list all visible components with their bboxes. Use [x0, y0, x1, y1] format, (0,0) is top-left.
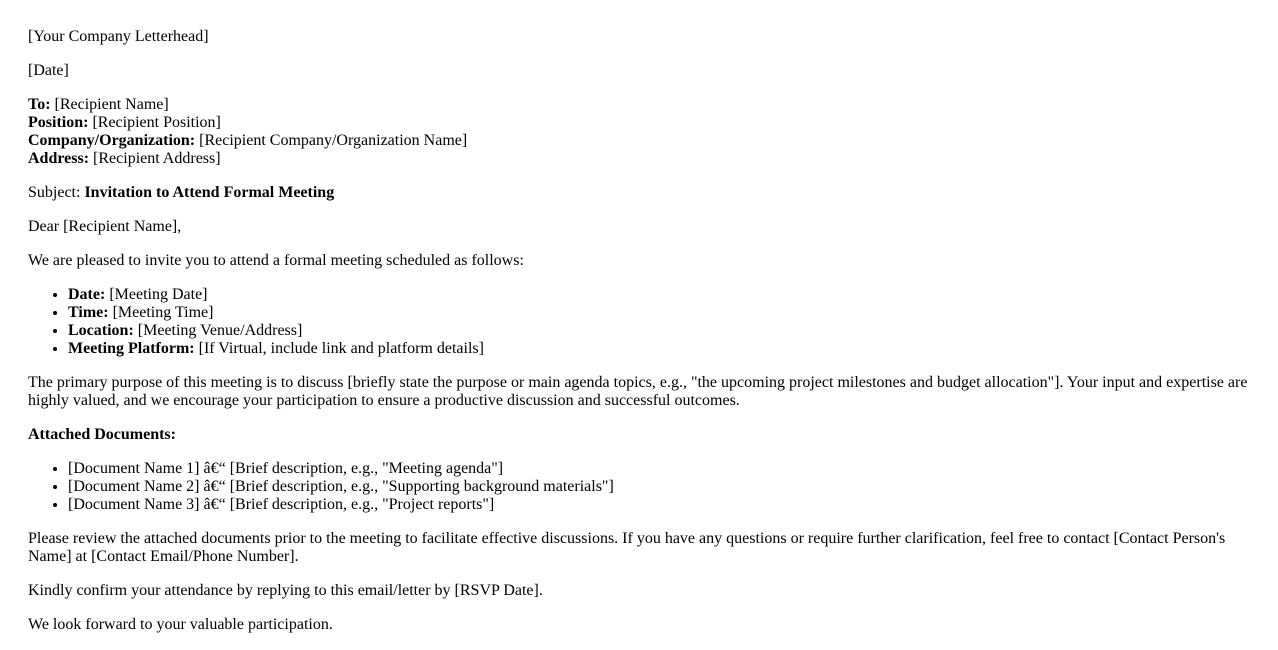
- subject-line: [28, 184, 1250, 202]
- detail-label: Date:: [68, 286, 106, 303]
- attachment-item: • [Document Name 1] â€“ [Brief description, e.g., "Meeting agenda"]: [68, 460, 1250, 478]
- meeting-detail-time: [68, 304, 1250, 322]
- letterhead: [Your Company Letterhead]: [28, 28, 209, 45]
- attachments-heading-line: [28, 426, 1250, 444]
- salutation: Dear [Recipient Name],: [28, 218, 182, 235]
- rsvp-paragraph: Kindly confirm your attendance by replying to this email/letter by [RSVP Date].: [28, 582, 543, 599]
- to-label: To:: [28, 96, 51, 113]
- attachment-item: • [Document Name 2] â€“ [Brief description, e.g., "Supporting background materials"]: [68, 478, 1250, 496]
- detail-value: [Meeting Venue/Address]: [137, 322, 303, 339]
- letter-date: [Date]: [28, 62, 69, 79]
- purpose-paragraph: The primary purpose of this meeting is to discuss [briefly state the purpose or main agenda topics, e.g., "the upcoming project milestones and budget allocation"]. Your input and expertise are highly valued, and we encourage your participation to ensure a productive discussion and successful outcomes.: [28, 374, 1248, 409]
- address-label: Address:: [28, 150, 90, 167]
- detail-value: [Meeting Time]: [112, 304, 214, 321]
- review-paragraph: Please review the attached documents prior to the meeting to facilitate effective discussions. If you have any questions or require further clarification, feel free to contact [Contact Person's Name] at [Contact Email/Phone Number].: [28, 530, 1226, 565]
- to-value: [Recipient Name]: [54, 96, 169, 113]
- address-value: [Recipient Address]: [93, 150, 221, 167]
- closing-paragraph: We look forward to your valuable participation.: [28, 616, 333, 633]
- attachments-list: [28, 460, 1250, 514]
- company-label: Company/Organization:: [28, 132, 196, 149]
- attachments-heading: Attached Documents:: [28, 426, 176, 443]
- detail-value: [Meeting Date]: [109, 286, 208, 303]
- subject-label: Subject:: [28, 184, 81, 201]
- company-value: [Recipient Company/Organization Name]: [199, 132, 468, 149]
- position-value: [Recipient Position]: [92, 114, 221, 131]
- subject-value: Invitation to Attend Formal Meeting: [84, 184, 335, 201]
- position-label: Position:: [28, 114, 89, 131]
- attachment-item: • [Document Name 3] â€“ [Brief description, e.g., "Project reports"]: [68, 496, 1250, 514]
- recipient-block: [28, 96, 1250, 168]
- meeting-detail-date: [68, 286, 1250, 304]
- detail-label: Time:: [68, 304, 109, 321]
- intro-paragraph: We are pleased to invite you to attend a formal meeting scheduled as follows:: [28, 252, 524, 269]
- detail-value: [If Virtual, include link and platform details]: [198, 340, 484, 357]
- meeting-detail-platform: [68, 340, 1250, 358]
- detail-label: Location:: [68, 322, 134, 339]
- detail-label: Meeting Platform:: [68, 340, 195, 357]
- meeting-detail-location: [68, 322, 1250, 340]
- meeting-details-list: [28, 286, 1250, 358]
